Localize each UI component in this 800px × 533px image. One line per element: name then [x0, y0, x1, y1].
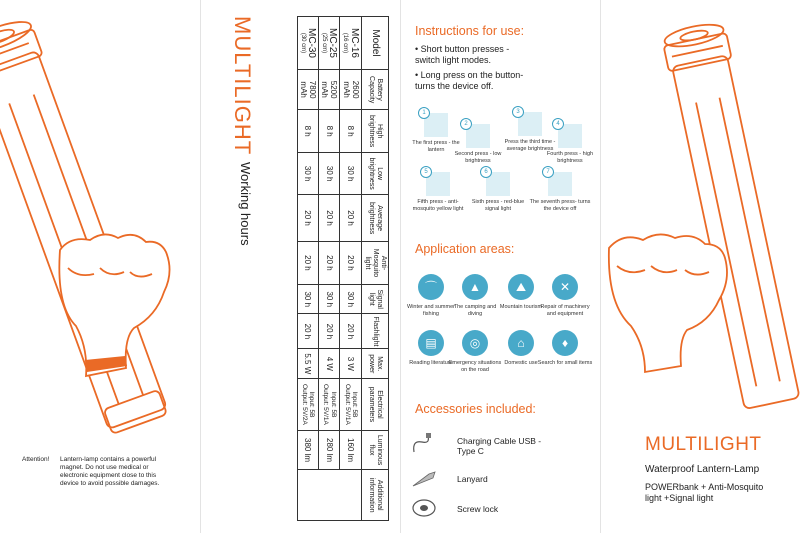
attention-text [60, 456, 159, 488]
table-cell: Input: 5B Output: 5V/2A [297, 379, 318, 431]
step-text: Fourth press - high brightness [546, 151, 594, 164]
table-cell: 20 h [319, 314, 340, 349]
table-cell: 160 lm [340, 430, 361, 470]
attention-line: device to avoid possible damages. [60, 480, 160, 487]
tagline-line: light +Signal light [645, 493, 714, 503]
lantern-hand-illustration [601, 0, 800, 430]
area-text: Search for small items [537, 360, 593, 366]
cover-subtitle: Waterproof Lantern-Lamp [645, 464, 760, 475]
model-size: (25 cm) [320, 32, 327, 54]
table-cell: 20 h [297, 314, 318, 349]
step-number: 4 [552, 118, 564, 130]
table-cell: 380 lm [297, 430, 318, 470]
table-cell [297, 470, 361, 521]
table-row [297, 17, 318, 521]
application-area [537, 330, 593, 367]
table-row [340, 17, 361, 521]
application-title: Application areas: [415, 242, 515, 256]
header-cell: Anti-Mosquito light [361, 241, 388, 284]
table-cell: 20 h [297, 195, 318, 242]
model-name: MC-16 [348, 27, 360, 58]
table-cell: 5200 mAh [319, 70, 340, 110]
step-number: 2 [460, 118, 472, 130]
instructions-panel [401, 0, 600, 533]
model-size: (16 cm) [342, 32, 349, 54]
area-text: Reading literature [409, 360, 453, 366]
table-cell: 30 h [297, 285, 318, 314]
table-cell: 30 h [340, 285, 361, 314]
flashlight-icon [422, 110, 448, 137]
area-text: Repair of machinery and equipment [540, 304, 590, 317]
table-cell: 30 h [319, 285, 340, 314]
steering-wheel-icon: ◎ [462, 330, 488, 356]
step-number: 5 [420, 166, 432, 178]
lantern-icon [464, 121, 490, 148]
step-text: Second press - low brightness [454, 151, 502, 164]
accessory-text: Lanyard [457, 474, 488, 484]
model-cell [297, 17, 318, 70]
step-text: Fifth press - anti-mosquito yellow light [412, 199, 464, 212]
step-text: The first press - the lantern [412, 140, 460, 153]
cover-title: MULTILIGHT [645, 434, 762, 455]
tagline-line: POWERbank + Anti-Mosquito [645, 482, 764, 492]
accessories-title: Accessories included: [415, 402, 536, 416]
header-cell: Low brightness [361, 153, 388, 195]
tools-icon: ✕ [552, 274, 578, 300]
home-icon: ⌂ [508, 330, 534, 356]
model-name: MC-30 [306, 27, 318, 58]
table-cell: 30 h [297, 153, 318, 195]
lantern-icon [424, 169, 450, 196]
lanyard-icon [411, 470, 437, 488]
table-title: MULTILIGHT [230, 16, 255, 156]
working-hours-label: Working hours [238, 162, 253, 246]
table-cell: 2600 mAh [340, 70, 361, 110]
spec-table [297, 16, 389, 521]
step-number: 1 [418, 107, 430, 119]
table-header-row [361, 17, 388, 521]
header-cell: Model [361, 17, 388, 70]
table-cell: 280 lm [319, 430, 340, 470]
mode-step [529, 169, 591, 212]
table-cell: 30 h [340, 153, 361, 195]
step-number: 7 [542, 166, 554, 178]
model-name: MC-25 [327, 27, 339, 58]
instruction-bullet: • Short button presses - switch light modes. [415, 44, 510, 65]
table-cell: 20 h [340, 241, 361, 284]
attention-line: magnet. Do not use medical or [60, 464, 149, 471]
lantern-icon [484, 169, 510, 196]
step-text: The seventh press- turns the device off [529, 199, 591, 212]
attention-line: electronic equipment close to this [60, 472, 157, 479]
left-panel [0, 0, 200, 533]
header-cell: Battery Capacity [361, 70, 388, 110]
table-cell: 5.5 W [297, 349, 318, 379]
step-text: Sixth press - red-blue signal light [471, 199, 525, 212]
spec-table-panel [201, 0, 399, 533]
mode-step [539, 121, 601, 164]
table-cell: 20 h [297, 241, 318, 284]
header-cell: High brightness [361, 110, 388, 153]
area-text: Winter and summer fishing [407, 304, 455, 317]
model-cell [319, 17, 340, 70]
accessory-text: Screw lock [457, 504, 499, 514]
instructions-title: Instructions for use: [415, 24, 525, 38]
table-row [319, 17, 340, 521]
attention-line: Lantern-lamp contains a powerful [60, 456, 157, 463]
accessory-text: Charging Cable USB - Type C [457, 436, 542, 456]
step-number: 6 [480, 166, 492, 178]
header-cell: Additional information [361, 470, 388, 521]
step-text: Press the third time - average brightness [504, 139, 556, 152]
model-size: (30 cm) [299, 32, 306, 54]
step-number: 3 [512, 106, 524, 118]
header-cell: Electrical parameters [361, 379, 388, 431]
mode-step [407, 169, 469, 212]
table-cell: 30 h [319, 153, 340, 195]
location-pin-icon: ♦ [552, 330, 578, 356]
table-cell: 20 h [319, 241, 340, 284]
lantern-icon [556, 121, 582, 148]
model-cell [340, 17, 361, 70]
tent-icon: ▲ [462, 274, 488, 300]
header-cell: Flashlight [361, 314, 388, 349]
instruction-bullet: • Long press on the button- turns the device off. [415, 70, 524, 91]
table-cell: 8 h [319, 110, 340, 153]
area-text: Emergency situations on the road [448, 360, 502, 373]
lantern-off-icon [546, 169, 572, 196]
table-cell: 3 W [340, 349, 361, 379]
area-text: Domestic use [504, 360, 538, 366]
table-cell: Input: 5B Output: 5V/1A [319, 379, 340, 431]
table-cell: 20 h [340, 195, 361, 242]
attention-label: Attention! [22, 456, 50, 463]
header-cell: Max. power [361, 349, 388, 379]
cover-panel [601, 0, 800, 533]
cable-icon [411, 432, 437, 454]
table-cell: 4 W [319, 349, 340, 379]
mountain-icon: ⛰ [508, 274, 534, 300]
table-cell: 8 h [340, 110, 361, 153]
header-cell: Luminous flux [361, 430, 388, 470]
cover-tagline [645, 482, 763, 504]
screw-lock-icon [411, 496, 437, 518]
header-cell: Average brightness [361, 195, 388, 242]
table-cell: 20 h [340, 314, 361, 349]
fishing-icon: ⌒ [418, 274, 444, 300]
lantern-hand-illustration [0, 0, 200, 440]
table-cell: Input: 5B Output: 5V/1A [340, 379, 361, 431]
book-icon: ▤ [418, 330, 444, 356]
table-cell: 8 h [297, 110, 318, 153]
application-area [537, 274, 593, 317]
header-cell: Signal light [361, 285, 388, 314]
table-cell: 7800 mAh [297, 70, 318, 110]
table-cell: 20 h [319, 195, 340, 242]
area-text: The camping and diving [453, 304, 497, 317]
area-text: Mountain tourism [499, 304, 543, 310]
mode-step [467, 169, 529, 212]
